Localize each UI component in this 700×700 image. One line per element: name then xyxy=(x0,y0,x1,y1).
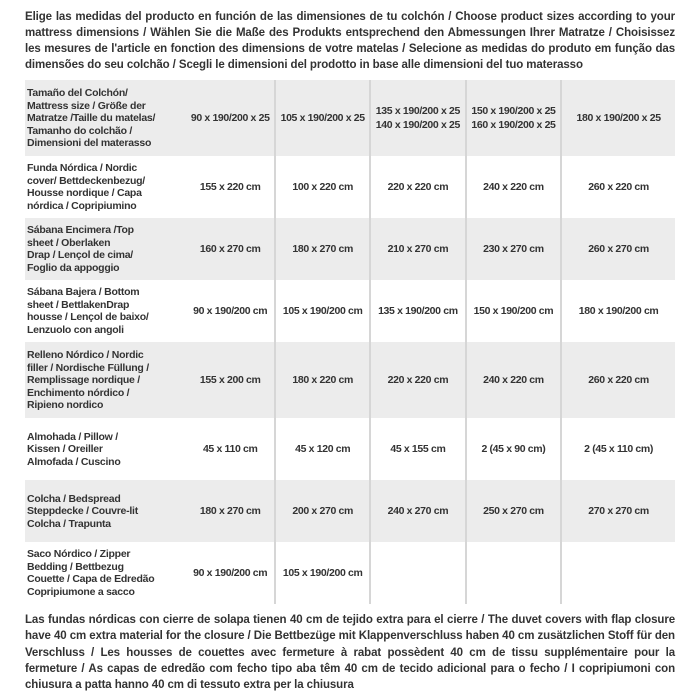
size-cell: 2 (45 x 90 cm) xyxy=(466,418,562,480)
row-label: Colcha / Bedspread Steppdecke / Couvre-lit Colcha / Trapunta xyxy=(27,492,138,530)
size-cell: 240 x 220 cm xyxy=(466,156,562,218)
size-cell: 210 x 270 cm xyxy=(370,218,466,280)
size-cell: 180 x 190/200 x 25 xyxy=(561,80,675,156)
size-cell: 270 x 270 cm xyxy=(561,480,675,542)
size-cell: 150 x 190/200 x 25 160 x 190/200 x 25 xyxy=(466,80,562,156)
row-label: Sábana Bajera / Bottom sheet / BettlakenDrap housse / Lençol de baixo/ Lenzuolo con angoli xyxy=(27,286,149,336)
row-label: Funda Nórdica / Nordic cover/ Bettdeckenbezug/ Housse nordique / Capa nórdica / Copripiumino xyxy=(27,162,145,212)
size-cell: 150 x 190/200 cm xyxy=(466,280,562,342)
size-cell: 220 x 220 cm xyxy=(370,156,466,218)
row-label: Saco Nórdico / Zipper Bedding / Bettbezug Couette / Capa de Edredão Copripiumone a sacco xyxy=(27,548,155,598)
size-cell: 155 x 220 cm xyxy=(199,181,261,194)
table-row xyxy=(25,218,675,280)
size-cell: 2 (45 x 110 cm) xyxy=(561,418,675,480)
size-cell xyxy=(466,542,562,604)
table-row xyxy=(25,418,675,480)
size-cell: 240 x 220 cm xyxy=(466,342,562,418)
table-row xyxy=(25,280,675,342)
size-cell: 260 x 220 cm xyxy=(561,342,675,418)
row-label: Tamaño del Colchón/ Mattress size / Größe der Matratze /Taille du matelas/ Tamanho do colchão / Dimensioni del materasso xyxy=(27,87,156,150)
intro-text: Elige las medidas del producto en función de las dimensiones de tu colchón / Choose product sizes according to your mattress dimensions / Wählen Sie die Maße des Produkts entsprechend den Abmessungen Ihrer Matratze / Choisissez les mesures de l'article en fonction des dimensions de votre matelas / Selecione as medidas do produto em função das dimensões do seu colchão / Scegli le dimensioni del prodotto in base alle dimensioni del tuo materasso xyxy=(25,11,675,72)
table-row xyxy=(25,156,675,218)
size-cell: 105 x 190/200 cm xyxy=(275,542,370,604)
size-cell: 230 x 270 cm xyxy=(466,218,562,280)
table-row xyxy=(25,342,675,418)
size-cell: 220 x 220 cm xyxy=(370,342,466,418)
table-row xyxy=(25,480,675,542)
size-cell: 105 x 190/200 x 25 xyxy=(275,80,370,156)
size-cell xyxy=(370,542,466,604)
size-table-body xyxy=(25,80,675,604)
size-cell: 200 x 270 cm xyxy=(275,480,370,542)
size-cell: 100 x 220 cm xyxy=(275,156,370,218)
size-cell: 250 x 270 cm xyxy=(466,480,562,542)
size-cell xyxy=(561,542,675,604)
size-cell: 135 x 190/200 x 25 140 x 190/200 x 25 xyxy=(370,80,466,156)
size-cell: 180 x 270 cm xyxy=(199,505,261,518)
size-cell: 90 x 190/200 x 25 xyxy=(190,112,270,125)
size-cell: 105 x 190/200 cm xyxy=(275,280,370,342)
size-cell: 45 x 120 cm xyxy=(275,418,370,480)
size-cell: 155 x 200 cm xyxy=(199,374,261,387)
size-cell: 90 x 190/200 cm xyxy=(193,567,268,580)
size-cell: 45 x 155 cm xyxy=(370,418,466,480)
size-cell: 45 x 110 cm xyxy=(202,443,258,456)
footnote-text: Las fundas nórdicas con cierre de solapa tienen 40 cm de tejido extra para el cierre / The duvet covers with flap closure have 40 cm extra material for the closure / Die Bettbezüge mit Klappenverschluss haben 40 cm zusätzlichen Stoff für den Verschluss / Les housses de couettes avec fermeture à rabat possèdent 40 cm de tissu supplémentaire pour la fermeture / As capas de edredão com fecho tipo aba têm 40 cm de tecido adicional para o fecho / I copripiumoni con chiusura a patta hanno 40 cm di tessuto extra per la chiusura xyxy=(25,614,675,691)
size-cell: 180 x 270 cm xyxy=(275,218,370,280)
table-row xyxy=(25,80,675,156)
row-label: Relleno Nórdico / Nordic filler / Nordische Füllung / Remplissage nordique / Enchimento nórdico / Ripieno nordico xyxy=(27,349,149,412)
row-label: Almohada / Pillow / Kissen / Oreiller Almofada / Cuscino xyxy=(27,430,121,468)
size-cell: 90 x 190/200 cm xyxy=(193,305,268,318)
row-label: Sábana Encimera /Top sheet / Oberlaken Drap / Lençol de cima/ Foglio da appoggio xyxy=(27,224,134,274)
size-cell: 260 x 220 cm xyxy=(561,156,675,218)
size-cell: 135 x 190/200 cm xyxy=(370,280,466,342)
size-cell: 180 x 220 cm xyxy=(275,342,370,418)
size-cell: 180 x 190/200 cm xyxy=(561,280,675,342)
size-cell: 240 x 270 cm xyxy=(370,480,466,542)
size-table xyxy=(25,80,675,604)
size-cell: 260 x 270 cm xyxy=(561,218,675,280)
table-row xyxy=(25,542,675,604)
size-cell: 160 x 270 cm xyxy=(199,243,261,256)
